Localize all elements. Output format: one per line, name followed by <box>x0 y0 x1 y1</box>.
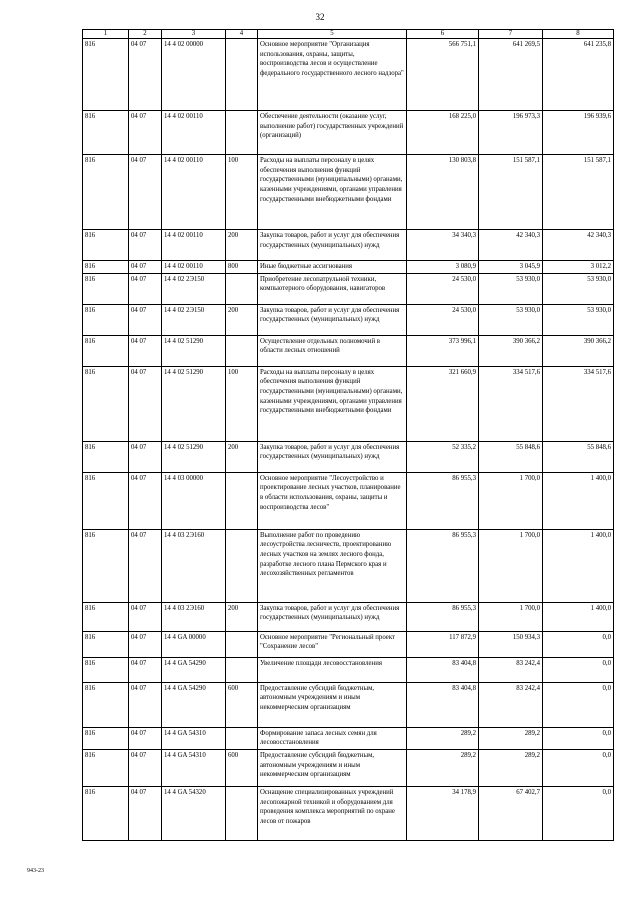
section-code-cell: 04 07 <box>129 749 162 786</box>
table-row <box>83 335 614 366</box>
admin-code-cell: 816 <box>83 657 129 682</box>
column-header: 2 <box>129 30 162 39</box>
section-code-cell: 04 07 <box>129 261 162 274</box>
description-cell: Основное мероприятие "Лесоустройство и проектирование лесных участков, планирование в области использования, охраны, защиты и воспроизводства лесов" <box>258 472 407 529</box>
target-article-cell: 14 4 02 51290 <box>162 335 226 366</box>
section-code-cell: 04 07 <box>129 155 162 230</box>
table-row <box>83 682 614 727</box>
admin-code-cell: 816 <box>83 230 129 261</box>
amount-year3-cell: 0,0 <box>543 786 614 840</box>
amount-year3-cell: 0,0 <box>543 727 614 749</box>
column-number-header-row <box>83 30 614 39</box>
amount-year1-cell: 289,2 <box>407 727 479 749</box>
admin-code-cell: 816 <box>83 261 129 274</box>
admin-code-cell: 816 <box>83 749 129 786</box>
description-cell: Обеспечение деятельности (оказание услуг, выполнение работ) государственных учреждений (организаций) <box>258 111 407 155</box>
section-code-cell: 04 07 <box>129 39 162 111</box>
amount-year3-cell: 0,0 <box>543 749 614 786</box>
amount-year2-cell: 1 700,0 <box>479 529 543 602</box>
section-code-cell: 04 07 <box>129 366 162 441</box>
table-row <box>83 657 614 682</box>
admin-code-cell: 816 <box>83 111 129 155</box>
amount-year2-cell: 55 848,6 <box>479 441 543 472</box>
column-header: 7 <box>479 30 543 39</box>
section-code-cell: 04 07 <box>129 727 162 749</box>
column-header: 6 <box>407 30 479 39</box>
target-article-cell: 14 4 02 00110 <box>162 111 226 155</box>
amount-year1-cell: 34 340,3 <box>407 230 479 261</box>
expense-type-cell: 200 <box>226 304 258 335</box>
table-row <box>83 441 614 472</box>
target-article-cell: 14 4 02 00110 <box>162 155 226 230</box>
amount-year2-cell: 289,2 <box>479 727 543 749</box>
table-row <box>83 39 614 111</box>
expense-type-cell <box>226 529 258 602</box>
description-cell: Оснащение специализированных учреждений лесопожарной техникой и оборудованием для проведения комплекса мероприятий по охране лесов от пожаров <box>258 786 407 840</box>
amount-year1-cell: 83 404,8 <box>407 682 479 727</box>
amount-year3-cell: 641 235,8 <box>543 39 614 111</box>
target-article-cell: 14 4 GA 00000 <box>162 631 226 657</box>
target-article-cell: 14 4 02 2Э150 <box>162 304 226 335</box>
section-code-cell: 04 07 <box>129 472 162 529</box>
admin-code-cell: 816 <box>83 304 129 335</box>
description-cell: Осуществление отдельных полномочий в области лесных отношений <box>258 335 407 366</box>
amount-year1-cell: 373 996,1 <box>407 335 479 366</box>
amount-year1-cell: 566 751,1 <box>407 39 479 111</box>
target-article-cell: 14 4 GA 54320 <box>162 786 226 840</box>
amount-year3-cell: 390 366,2 <box>543 335 614 366</box>
description-cell: Основное мероприятие "Региональный проект "Сохранение лесов" <box>258 631 407 657</box>
table-row <box>83 273 614 304</box>
amount-year2-cell: 641 269,5 <box>479 39 543 111</box>
target-article-cell: 14 4 GA 54290 <box>162 657 226 682</box>
admin-code-cell: 816 <box>83 335 129 366</box>
section-code-cell: 04 07 <box>129 273 162 304</box>
target-article-cell: 14 4 02 51290 <box>162 366 226 441</box>
target-article-cell: 14 4 02 51290 <box>162 441 226 472</box>
table-row <box>83 786 614 840</box>
table-row <box>83 261 614 274</box>
target-article-cell: 14 4 02 00110 <box>162 261 226 274</box>
admin-code-cell: 816 <box>83 441 129 472</box>
amount-year3-cell: 1 400,0 <box>543 602 614 631</box>
column-header: 5 <box>258 30 407 39</box>
amount-year3-cell: 196 939,6 <box>543 111 614 155</box>
target-article-cell: 14 4 03 00000 <box>162 472 226 529</box>
column-header: 3 <box>162 30 226 39</box>
expense-type-cell <box>226 727 258 749</box>
table-row <box>83 230 614 261</box>
section-code-cell: 04 07 <box>129 657 162 682</box>
amount-year2-cell: 1 700,0 <box>479 472 543 529</box>
amount-year3-cell: 334 517,6 <box>543 366 614 441</box>
amount-year1-cell: 83 404,8 <box>407 657 479 682</box>
amount-year2-cell: 67 402,7 <box>479 786 543 840</box>
expense-type-cell <box>226 39 258 111</box>
amount-year2-cell: 53 930,0 <box>479 304 543 335</box>
page-number: 32 <box>315 12 325 22</box>
description-cell: Закупка товаров, работ и услуг для обеспечения государственных (муниципальных) нужд <box>258 230 407 261</box>
amount-year3-cell: 151 587,1 <box>543 155 614 230</box>
amount-year2-cell: 289,2 <box>479 749 543 786</box>
expense-type-cell: 200 <box>226 602 258 631</box>
amount-year3-cell: 0,0 <box>543 631 614 657</box>
table-row <box>83 472 614 529</box>
target-article-cell: 14 4 03 2Э160 <box>162 602 226 631</box>
admin-code-cell: 816 <box>83 472 129 529</box>
amount-year1-cell: 34 178,9 <box>407 786 479 840</box>
amount-year1-cell: 86 955,3 <box>407 472 479 529</box>
amount-year2-cell: 53 930,0 <box>479 273 543 304</box>
expense-type-cell <box>226 631 258 657</box>
expense-type-cell: 600 <box>226 682 258 727</box>
amount-year3-cell: 42 340,3 <box>543 230 614 261</box>
amount-year1-cell: 24 530,0 <box>407 273 479 304</box>
section-code-cell: 04 07 <box>129 529 162 602</box>
amount-year3-cell: 0,0 <box>543 682 614 727</box>
description-cell: Иные бюджетные ассигнования <box>258 261 407 274</box>
amount-year1-cell: 24 530,0 <box>407 304 479 335</box>
admin-code-cell: 816 <box>83 786 129 840</box>
amount-year3-cell: 1 400,0 <box>543 472 614 529</box>
section-code-cell: 04 07 <box>129 682 162 727</box>
table-row <box>83 304 614 335</box>
expense-type-cell: 100 <box>226 366 258 441</box>
target-article-cell: 14 4 GA 54290 <box>162 682 226 727</box>
description-cell: Выполнение работ по проведению лесоустройства лесничеств, проектированию лесных участков на землях лесного фонда, разработке лесного плана Пермского края и лесохозяйственных регламентов <box>258 529 407 602</box>
amount-year3-cell: 55 848,6 <box>543 441 614 472</box>
amount-year3-cell: 0,0 <box>543 657 614 682</box>
admin-code-cell: 816 <box>83 727 129 749</box>
expense-type-cell: 800 <box>226 261 258 274</box>
amount-year3-cell: 1 400,0 <box>543 529 614 602</box>
amount-year2-cell: 42 340,3 <box>479 230 543 261</box>
table-row <box>83 111 614 155</box>
admin-code-cell: 816 <box>83 155 129 230</box>
description-cell: Приобретение лесопатрульной техники, компьютерного оборудования, навигаторов <box>258 273 407 304</box>
amount-year2-cell: 1 700,0 <box>479 602 543 631</box>
admin-code-cell: 816 <box>83 602 129 631</box>
expense-type-cell <box>226 786 258 840</box>
admin-code-cell: 816 <box>83 366 129 441</box>
amount-year2-cell: 334 517,6 <box>479 366 543 441</box>
amount-year1-cell: 3 080,9 <box>407 261 479 274</box>
table-row <box>83 631 614 657</box>
target-article-cell: 14 4 02 00000 <box>162 39 226 111</box>
amount-year1-cell: 321 660,9 <box>407 366 479 441</box>
amount-year2-cell: 150 934,3 <box>479 631 543 657</box>
amount-year1-cell: 86 955,3 <box>407 602 479 631</box>
table-body <box>83 39 614 841</box>
expense-type-cell: 100 <box>226 155 258 230</box>
description-cell: Увеличение площади лесовосстановления <box>258 657 407 682</box>
admin-code-cell: 816 <box>83 682 129 727</box>
amount-year1-cell: 130 803,8 <box>407 155 479 230</box>
table-row <box>83 727 614 749</box>
section-code-cell: 04 07 <box>129 786 162 840</box>
description-cell: Закупка товаров, работ и услуг для обеспечения государственных (муниципальных) нужд <box>258 602 407 631</box>
section-code-cell: 04 07 <box>129 304 162 335</box>
expense-type-cell <box>226 472 258 529</box>
amount-year3-cell: 3 012,2 <box>543 261 614 274</box>
description-cell: Закупка товаров, работ и услуг для обеспечения государственных (муниципальных) нужд <box>258 441 407 472</box>
description-cell: Расходы на выплаты персоналу в целях обеспечения выполнения функций государственными (муниципальными) органами, казенными учреждениями, органами управления государственными внебюджетными фондами <box>258 366 407 441</box>
expense-type-cell: 200 <box>226 230 258 261</box>
description-cell: Закупка товаров, работ и услуг для обеспечения государственных (муниципальных) нужд <box>258 304 407 335</box>
amount-year2-cell: 151 587,1 <box>479 155 543 230</box>
amount-year2-cell: 3 045,9 <box>479 261 543 274</box>
description-cell: Формирование запаса лесных семян для лесовосстановления <box>258 727 407 749</box>
expense-type-cell <box>226 111 258 155</box>
expense-type-cell <box>226 657 258 682</box>
section-code-cell: 04 07 <box>129 631 162 657</box>
admin-code-cell: 816 <box>83 529 129 602</box>
admin-code-cell: 816 <box>83 273 129 304</box>
section-code-cell: 04 07 <box>129 230 162 261</box>
description-cell: Предоставление субсидий бюджетным, автономным учреждениям и иным некоммерческим организациям <box>258 682 407 727</box>
target-article-cell: 14 4 GA 54310 <box>162 749 226 786</box>
target-article-cell: 14 4 GA 54310 <box>162 727 226 749</box>
amount-year2-cell: 390 366,2 <box>479 335 543 366</box>
description-cell: Предоставление субсидий бюджетным, автономным учреждениям и иным некоммерческим организациям <box>258 749 407 786</box>
document-code: 943-23 <box>27 868 44 874</box>
column-header: 1 <box>83 30 129 39</box>
admin-code-cell: 816 <box>83 39 129 111</box>
column-header: 8 <box>543 30 614 39</box>
section-code-cell: 04 07 <box>129 111 162 155</box>
section-code-cell: 04 07 <box>129 335 162 366</box>
amount-year1-cell: 289,2 <box>407 749 479 786</box>
description-cell: Расходы на выплаты персоналу в целях обеспечения выполнения функций государственными (муниципальными) органами, казенными учреждениями, органами управления государственными внебюджетными фондами <box>258 155 407 230</box>
amount-year1-cell: 168 225,0 <box>407 111 479 155</box>
table-row <box>83 366 614 441</box>
table-row <box>83 749 614 786</box>
table-row <box>83 529 614 602</box>
expense-type-cell <box>226 273 258 304</box>
amount-year2-cell: 83 242,4 <box>479 657 543 682</box>
target-article-cell: 14 4 02 00110 <box>162 230 226 261</box>
expense-type-cell: 600 <box>226 749 258 786</box>
table-row <box>83 155 614 230</box>
expense-type-cell <box>226 335 258 366</box>
admin-code-cell: 816 <box>83 631 129 657</box>
column-header: 4 <box>226 30 258 39</box>
amount-year3-cell: 53 930,0 <box>543 273 614 304</box>
amount-year1-cell: 52 335,2 <box>407 441 479 472</box>
table-row <box>83 602 614 631</box>
section-code-cell: 04 07 <box>129 441 162 472</box>
description-cell: Основное мероприятие "Организация использования, охраны, защиты, воспроизводства лесов и осуществление федерального государственного лесного надзора" <box>258 39 407 111</box>
target-article-cell: 14 4 03 2Э160 <box>162 529 226 602</box>
section-code-cell: 04 07 <box>129 602 162 631</box>
budget-table <box>82 29 614 841</box>
amount-year1-cell: 117 872,9 <box>407 631 479 657</box>
expense-type-cell: 200 <box>226 441 258 472</box>
amount-year1-cell: 86 955,3 <box>407 529 479 602</box>
amount-year2-cell: 196 973,3 <box>479 111 543 155</box>
amount-year3-cell: 53 930,0 <box>543 304 614 335</box>
amount-year2-cell: 83 242,4 <box>479 682 543 727</box>
target-article-cell: 14 4 02 2Э150 <box>162 273 226 304</box>
